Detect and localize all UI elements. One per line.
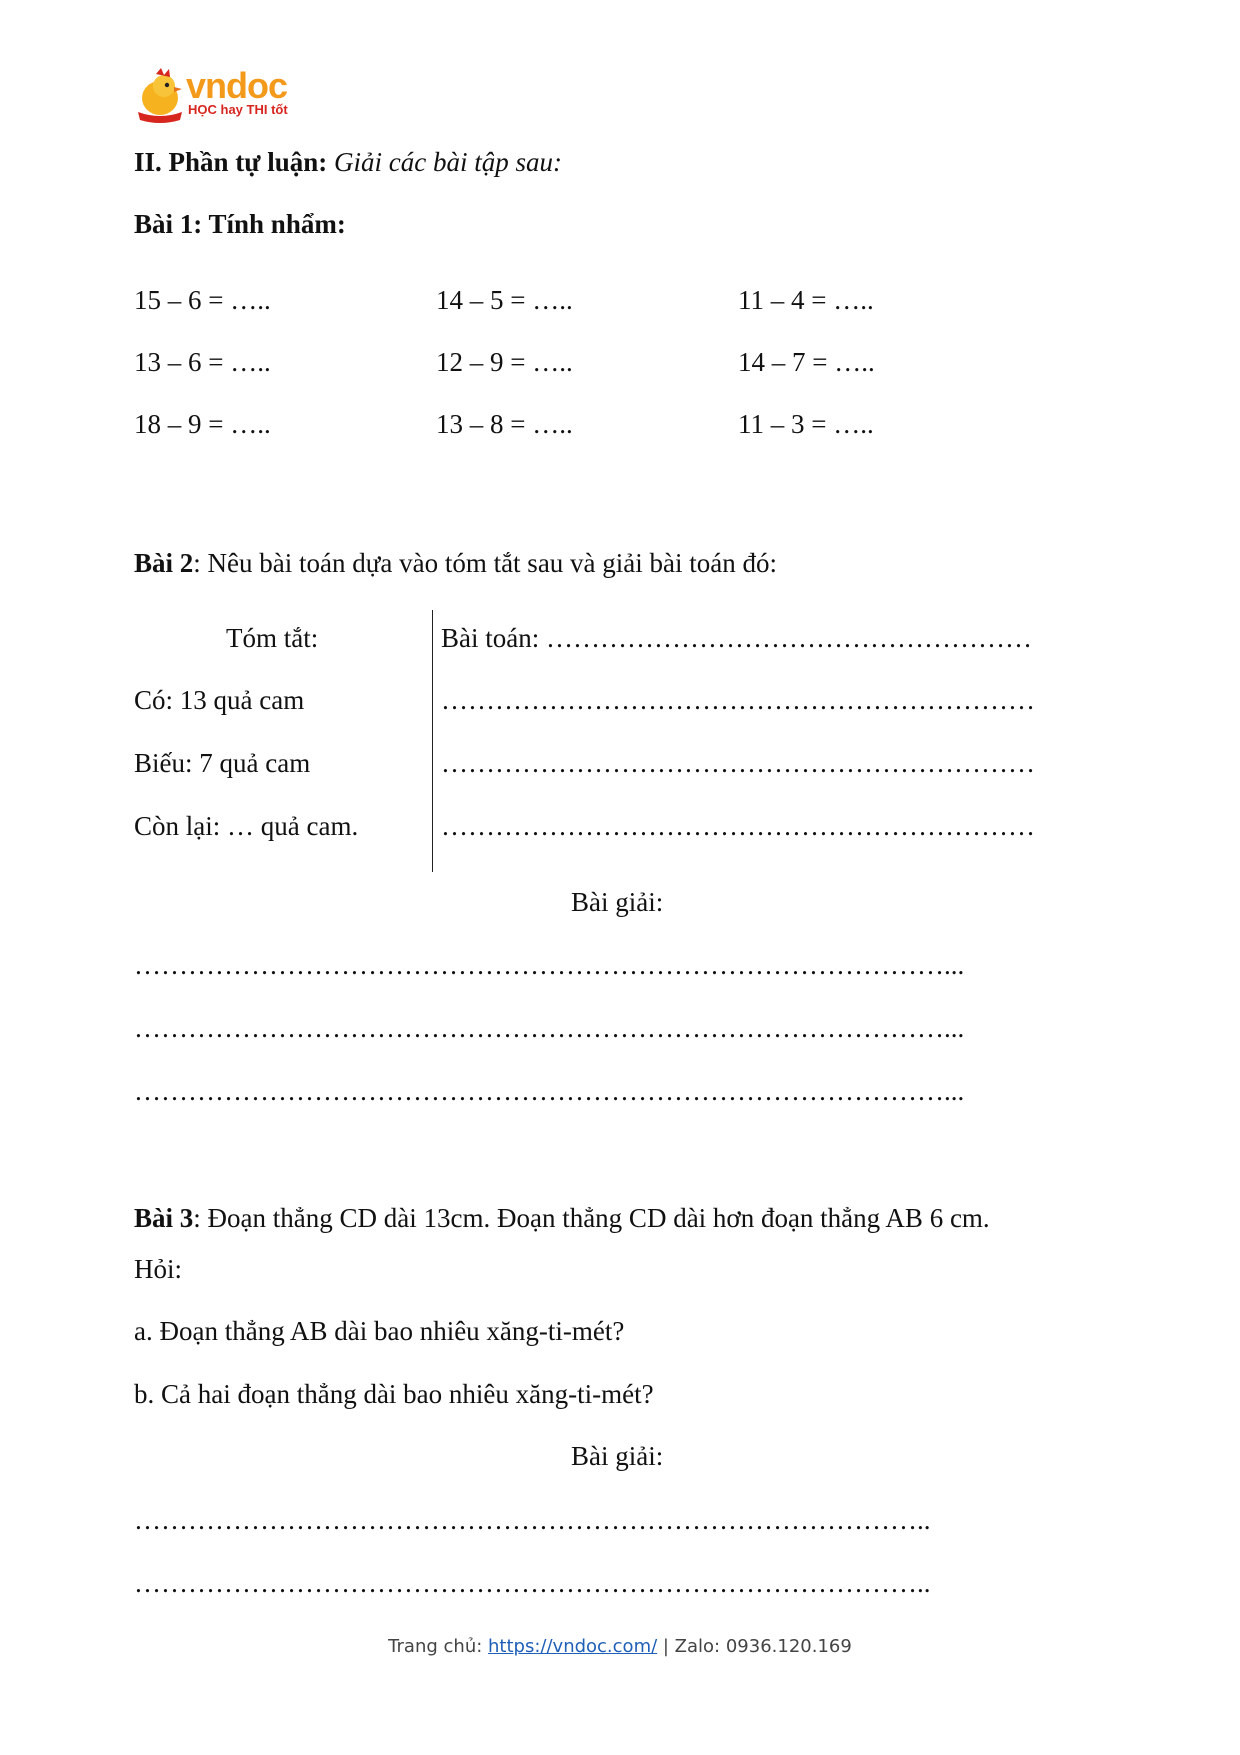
- bai3-solution-line-1: ……………………………………………………………………………..: [134, 1505, 931, 1535]
- bai2-problem-line-2: …………………………………………………………: [441, 748, 1035, 778]
- footer-suffix: | Zalo: 0936.120.169: [657, 1636, 852, 1657]
- bai3-title: : Đoạn thẳng CD dài 13cm. Đoạn thẳng CD dài hơn đoạn thẳng AB 6 cm.: [193, 1203, 990, 1233]
- bai1-label: Bài 1: [134, 209, 194, 239]
- bai2-problem-line-3: …………………………………………………………: [441, 811, 1035, 841]
- bai1-eq-2-1: 13 – 6 = …..: [134, 347, 271, 377]
- vndoc-logo: [134, 66, 304, 124]
- bai3-title-cont: Hỏi:: [134, 1254, 183, 1284]
- bai3-label: Bài 3: [134, 1203, 194, 1233]
- section-heading: [134, 145, 562, 179]
- footer-prefix: Trang chủ:: [388, 1636, 489, 1657]
- bai1-eq-1-2: 14 – 5 = …..: [436, 285, 573, 315]
- bai2-label: Bài 2: [134, 548, 194, 578]
- footer-homepage-link[interactable]: https://vndoc.com/: [488, 1636, 658, 1657]
- bai2-divider: [432, 610, 433, 872]
- bai3-question-b: b. Cả hai đoạn thẳng dài bao nhiêu xăng-ti-mét?: [134, 1379, 654, 1409]
- bai2-solution-heading: Bài giải:: [571, 887, 664, 917]
- bai1-eq-2-2: 12 – 9 = …..: [436, 347, 573, 377]
- bai1-eq-2-3: 14 – 7 = …..: [738, 347, 875, 377]
- bai1-eq-3-3: 11 – 3 = …..: [738, 409, 874, 439]
- section-subtitle: Giải các bài tập sau:: [334, 147, 562, 177]
- bai1-heading: [134, 207, 346, 241]
- bai3-solution-line-2: ……………………………………………………………………………..: [134, 1568, 931, 1598]
- bai2-solution-line-1: ………………………………………………………………………………...: [134, 950, 965, 980]
- section-title: II. Phần tự luận:: [134, 147, 328, 177]
- bai3-solution-heading: Bài giải:: [571, 1441, 664, 1471]
- bai2-summary-line-1: Có: 13 quả cam: [134, 685, 305, 715]
- bai1-eq-3-2: 13 – 8 = …..: [436, 409, 573, 439]
- bai3-heading: [134, 1201, 990, 1235]
- bai2-solution-line-2: ………………………………………………………………………………...: [134, 1013, 965, 1043]
- bai2-summary-line-3: Còn lại: … quả cam.: [134, 811, 359, 841]
- bai3-question-a: a. Đoạn thẳng AB dài bao nhiêu xăng-ti-mét?: [134, 1316, 625, 1346]
- bai1-eq-3-1: 18 – 9 = …..: [134, 409, 271, 439]
- bai2-summary-heading: Tóm tắt:: [226, 623, 319, 653]
- bai2-title: : Nêu bài toán dựa vào tóm tắt sau và giải bài toán đó:: [193, 548, 777, 578]
- bai2-summary-line-2: Biếu: 7 quả cam: [134, 748, 311, 778]
- bai1-title: : Tính nhẩm:: [193, 209, 346, 239]
- bai1-eq-1-3: 11 – 4 = …..: [738, 285, 874, 315]
- bai2-problem-line-1: …………………………………………………………: [441, 685, 1035, 715]
- bai2-solution-line-3: ………………………………………………………………………………...: [134, 1076, 965, 1106]
- bai2-problem-label: Bài toán: ………………………………………………: [441, 623, 1032, 653]
- bai1-eq-1-1: 15 – 6 = …..: [134, 285, 271, 315]
- chicken-mascot-icon: [134, 68, 186, 124]
- page-footer: [0, 1636, 1240, 1657]
- bai2-heading: [134, 546, 777, 580]
- logo-slogan: HỌC hay THI tốt: [188, 102, 288, 117]
- logo-wordmark: vndoc: [186, 65, 288, 106]
